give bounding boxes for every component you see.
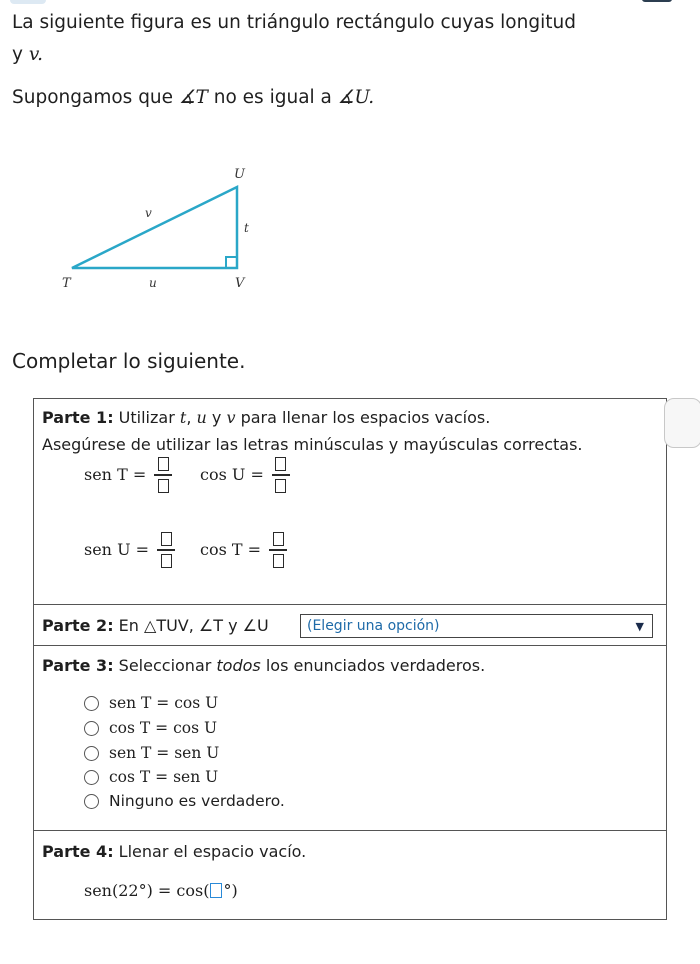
cos-t-fraction: cos T = bbox=[200, 532, 287, 568]
sen-t-denominator-input[interactable] bbox=[158, 479, 169, 493]
top-tab-right bbox=[642, 0, 672, 2]
parte-3-panel bbox=[33, 645, 667, 831]
side-scroll-handle[interactable] bbox=[664, 398, 700, 448]
radio-button[interactable] bbox=[84, 746, 99, 761]
option-row[interactable]: cos T = cos U bbox=[84, 719, 217, 737]
cos-u-numerator-input[interactable] bbox=[275, 457, 286, 471]
parte-2-panel bbox=[33, 604, 667, 646]
right-triangle-figure bbox=[50, 165, 270, 295]
cos-t-denominator-input[interactable] bbox=[273, 554, 284, 568]
intro-text-2: y v. bbox=[12, 44, 43, 65]
degree-input[interactable] bbox=[210, 883, 222, 898]
parte-1-title: Parte 1: Utilizar t, u y v para llenar los espacios vacíos. bbox=[42, 408, 491, 427]
parte-4-title: Parte 4: Llenar el espacio vacío. bbox=[42, 842, 307, 861]
parte-4-equation: sen(22°) = cos( °) bbox=[84, 881, 238, 900]
option-row[interactable]: sen T = cos U bbox=[84, 694, 218, 712]
vertex-label-t: T bbox=[62, 276, 71, 291]
option-row[interactable]: sen T = sen U bbox=[84, 744, 219, 762]
cos-t-numerator-input[interactable] bbox=[273, 532, 284, 546]
option-row[interactable]: Ninguno es verdadero. bbox=[84, 792, 285, 810]
sen-u-denominator-input[interactable] bbox=[161, 554, 172, 568]
option-row[interactable]: cos T = sen U bbox=[84, 768, 218, 786]
dropdown-arrow-icon: ▼ bbox=[635, 620, 644, 633]
side-label-t: t bbox=[244, 221, 249, 235]
suppose-text: Supongamos que ∡T no es igual a ∡U. bbox=[12, 87, 375, 108]
radio-button[interactable] bbox=[84, 696, 99, 711]
sen-t-fraction: sen T = bbox=[84, 457, 172, 493]
radio-button[interactable] bbox=[84, 770, 99, 785]
right-angle-marker bbox=[226, 257, 237, 268]
section-heading: Completar lo siguiente. bbox=[12, 349, 246, 373]
top-tab-left bbox=[10, 0, 46, 4]
vertex-label-u: U bbox=[234, 167, 245, 182]
parte-4-panel bbox=[33, 830, 667, 920]
radio-button[interactable] bbox=[84, 794, 99, 809]
parte-1-panel bbox=[33, 398, 667, 605]
sen-u-fraction: sen U = bbox=[84, 532, 175, 568]
parte-3-title: Parte 3: Seleccionar todos los enunciados verdaderos. bbox=[42, 656, 486, 675]
side-label-v: v bbox=[145, 206, 152, 220]
intro-text: La siguiente figura es un triángulo rectángulo cuyas longitud bbox=[12, 12, 576, 33]
side-label-u: u bbox=[149, 276, 157, 290]
parte-2-title: Parte 2: En △TUV, ∠T y ∠U bbox=[42, 616, 269, 635]
vertex-label-v: V bbox=[235, 276, 245, 291]
sen-t-numerator-input[interactable] bbox=[158, 457, 169, 471]
cos-u-denominator-input[interactable] bbox=[275, 479, 286, 493]
parte-2-dropdown[interactable]: (Elegir una opción) ▼ bbox=[300, 614, 653, 638]
cos-u-fraction: cos U = bbox=[200, 457, 290, 493]
triangle-shape bbox=[72, 187, 237, 268]
radio-button[interactable] bbox=[84, 721, 99, 736]
parte-1-note: Asegúrese de utilizar las letras minúsculas y mayúsculas correctas. bbox=[42, 435, 583, 454]
sen-u-numerator-input[interactable] bbox=[161, 532, 172, 546]
